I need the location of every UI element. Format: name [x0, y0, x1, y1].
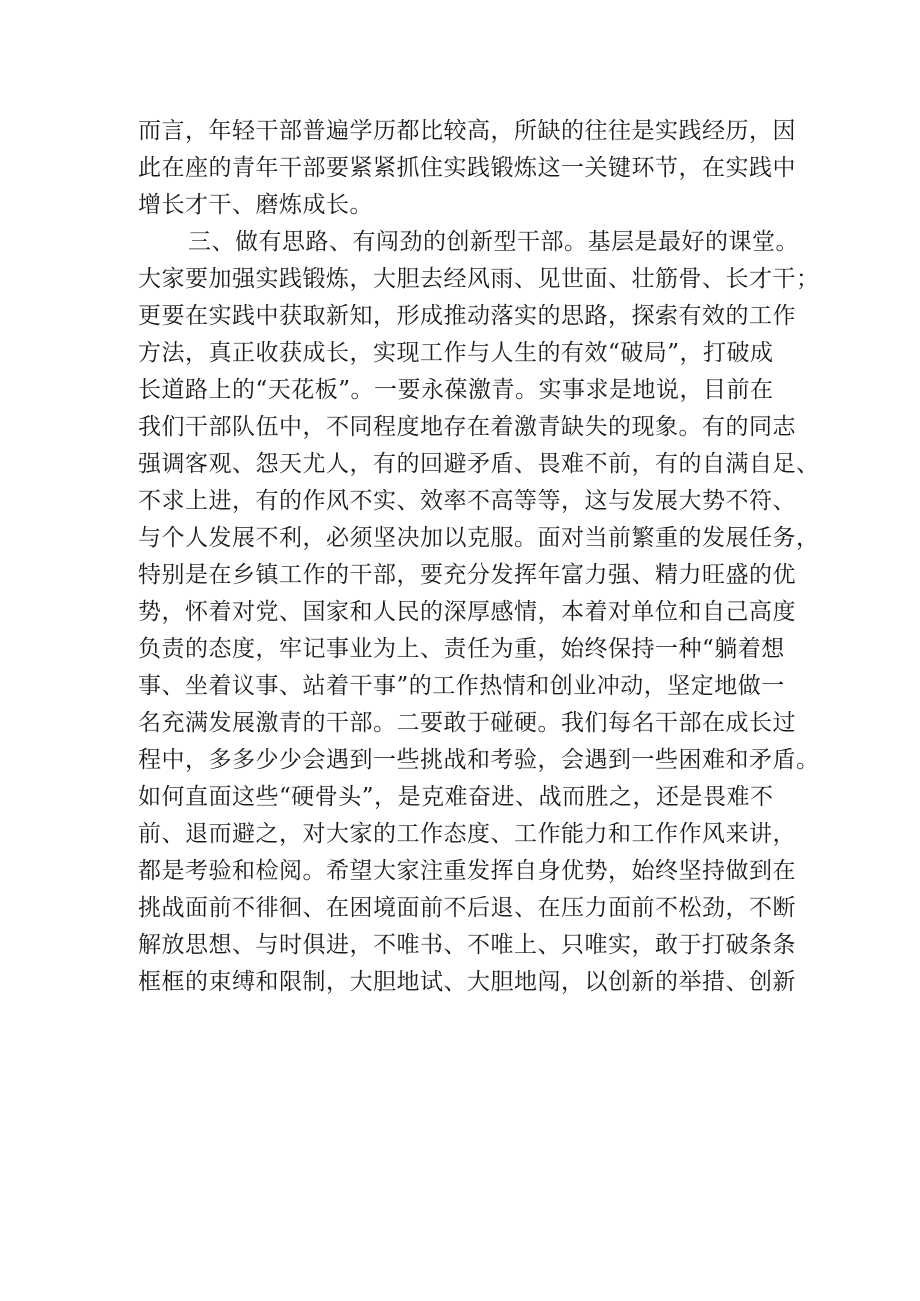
text-line: 强调客观、怨天尤人，有的回避矛盾、畏难不前，有的自满自足、: [138, 451, 820, 477]
text-line: 不求上进，有的作风不实、效率不高等等，这与发展大势不符、: [138, 488, 796, 514]
text-line: 势，怀着对党、国家和人民的深厚感情，本着对单位和自己高度: [138, 599, 796, 625]
text-line: 特别是在乡镇工作的干部，要充分发挥年富力强、精力旺盛的优: [138, 562, 796, 588]
text-line: 更要在实践中获取新知，形成推动落实的思路，探索有效的工作: [138, 303, 796, 329]
section-heading-line: 三、做有思路、有闯劲的创新型干部。基层是最好的课堂。: [188, 229, 799, 255]
text-line: 与个人发展不利，必须坚决加以克服。面对当前繁重的发展任务，: [138, 525, 820, 551]
text-line: 名充满发展激青的干部。二要敢于碰硬。我们每名干部在成长过: [138, 710, 796, 736]
text-line: 方法，真正收获成长，实现工作与人生的有效“破局”，打破成: [138, 340, 774, 366]
text-line: 如何直面这些“硬骨头”，是克难奋进、战而胜之，还是畏难不: [138, 784, 774, 810]
text-line: 大家要加强实践锻炼，大胆去经风雨、见世面、壮筋骨、长才干；: [138, 266, 820, 292]
text-line: 解放思想、与时俱进，不唯书、不唯上、只唯实，敢于打破条条: [138, 932, 796, 958]
text-line: 我们干部队伍中，不同程度地存在着激青缺失的现象。有的同志: [138, 414, 796, 440]
text-line: 事、坐着议事、站着干事”的工作热情和创业冲动，坚定地做一: [138, 673, 785, 699]
text-line: 长道路上的“天花板”。一要永葆激青。实事求是地说，目前在: [138, 377, 774, 403]
body-text: [138, 113, 820, 1001]
text-line: 而言，年轻干部普遍学历都比较高，所缺的往往是实践经历，因: [138, 118, 796, 144]
text-line: 负责的态度，牢记事业为上、责任为重，始终保持一种“躺着想: [138, 636, 785, 662]
text-line: 此在座的青年干部要紧紧抓住实践锻炼这一关键环节，在实践中: [138, 155, 796, 181]
text-line: 增长才干、磨炼成长。: [138, 192, 373, 218]
text-line: 挑战面前不徘徊、在困境面前不后退、在压力面前不松劲，不断: [138, 895, 796, 921]
text-line: 框框的束缚和限制，大胆地试、大胆地闯，以创新的举措、创新: [138, 969, 796, 995]
text-line: 都是考验和检阅。希望大家注重发挥自身优势，始终坚持做到在: [138, 858, 796, 884]
text-line: 前、退而避之，对大家的工作态度、工作能力和工作作风来讲，: [138, 821, 796, 847]
text-line: 程中，多多少少会遇到一些挑战和考验，会遇到一些困难和矛盾。: [138, 747, 820, 773]
